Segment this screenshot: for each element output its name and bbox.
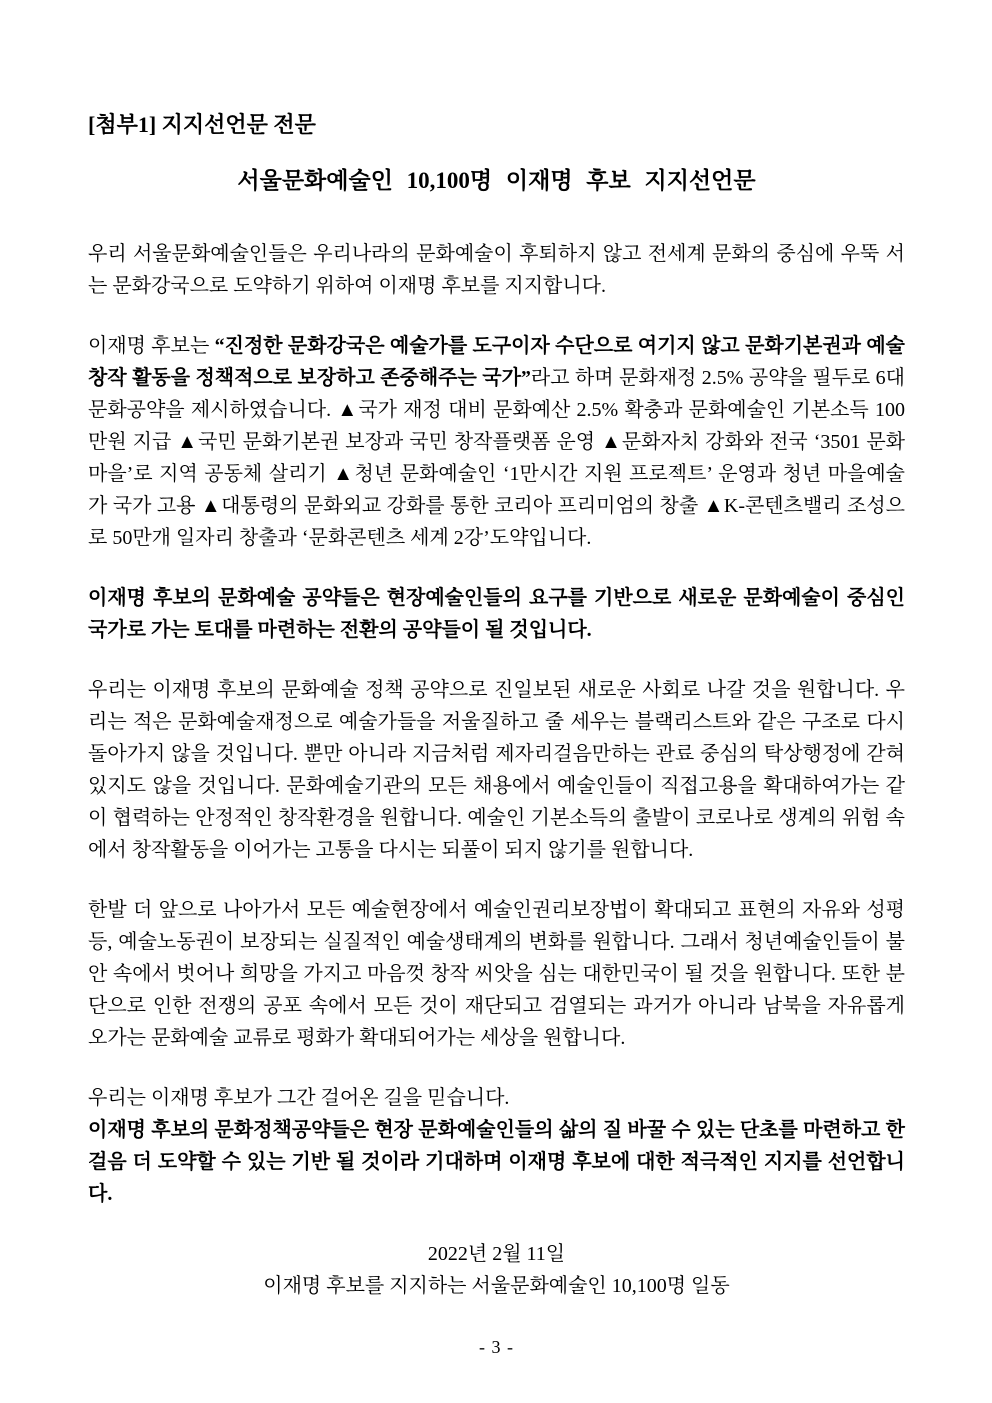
document-footer xyxy=(88,1238,905,1360)
paragraph-pledges-rest: 라고 하며 문화재정 2.5% 공약을 필두로 6대 문화공약을 제시하였습니다. ▲국가 재정 대비 문화예산 2.5% 확충과 문화예술인 기본소득 100만원 지급 ▲국민 문화기본권 보장과 국민 창작플랫폼 운영 ▲문화자치 강화와 전국 ‘3501 문화마을’로 지역 공동체 살리기 ▲청년 문화예술인 ‘1만시간 지원 프로젝트’ 운영과 청년 마을예술가 국가 고용 ▲대통령의 문화외교 강화를 통한 코리아 프리미엄의 창출 ▲K-콘텐츠밸리 조성으로 50만개 일자리 창출과 ‘문화콘텐츠 세계 2강’도약입니다. xyxy=(88,367,905,549)
paragraph-trust xyxy=(88,1082,905,1114)
paragraph-hopes-text: 우리는 이재명 후보의 문화예술 정책 공약으로 진일보된 새로운 사회로 나갈 것을 원합니다. 우리는 적은 문화예술재정으로 예술가들을 저울질하고 줄 세우는 블랙리스트와 같은 구조로 다시 돌아가지 않을 것입니다. 뿐만 아니라 지금처럼 제자리걸음만하는 관료 중심의 탁상행정에 갇혀 있지도 않을 것입니다. 문화예술기관의 모든 채용에서 예술인들이 직접고용을 확대하여가는 같이 협력하는 안정적인 창작환경을 원합니다. 예술인 기본소득의 출발이 코로나로 생계의 위험 속에서 창작활동을 이어가는 고통을 다시는 되풀이 되지 않기를 원합니다. xyxy=(88,679,905,861)
paragraph-emphasis-text: 이재명 후보의 문화예술 공약들은 현장예술인들의 요구를 기반으로 새로운 문화예술이 중심인 국가로 가는 토대를 마련하는 전환의 공약들이 될 것입니다. xyxy=(88,587,905,641)
paragraph-intro-text: 우리 서울문화예술인들은 우리나라의 문화예술이 후퇴하지 않고 전세계 문화의 중심에 우뚝 서는 문화강국으로 도약하기 위하여 이재명 후보를 지지합니다. xyxy=(88,243,905,297)
paragraph-vision-text: 한발 더 앞으로 나아가서 모든 예술현장에서 예술인권리보장법이 확대되고 표현의 자유와 성평등, 예술노동권이 보장되는 실질적인 예술생태계의 변화를 원합니다. 그래서 청년예술인들이 불안 속에서 벗어나 희망을 가지고 마음껏 창작 씨앗을 심는 대한민국이 될 것을 원합니다. 또한 분단으로 인한 전쟁의 공포 속에서 모든 것이 재단되고 검열되는 과거가 아니라 남북을 자유롭게 오가는 문화예술 교류로 평화가 확대되어가는 세상을 원합니다. xyxy=(88,899,905,1049)
page-number: - 3 - xyxy=(479,1337,514,1357)
paragraph-pledges-lead: 이재명 후보는 xyxy=(88,335,215,357)
signature-line: 이재명 후보를 지지하는 서울문화예술인 10,100명 일동 xyxy=(263,1275,730,1297)
document-title: 서울문화예술인 10,100명 이재명 후보 지지선언문 xyxy=(237,168,756,193)
paragraph-trust-text: 우리는 이재명 후보가 그간 걸어온 길을 믿습니다. xyxy=(88,1087,510,1109)
paragraph-emphasis xyxy=(88,582,905,646)
paragraph-pledges xyxy=(88,330,905,554)
document-header xyxy=(88,110,905,198)
paragraph-declaration xyxy=(88,1114,905,1210)
attachment-label: [첨부1] 지지선언문 전문 xyxy=(88,112,316,137)
paragraph-hopes xyxy=(88,674,905,866)
document-body xyxy=(88,238,905,1210)
paragraph-declaration-text: 이재명 후보의 문화정책공약들은 현장 문화예술인들의 삶의 질 바꿀 수 있는 단초를 마련하고 한 걸음 더 도약할 수 있는 기반 될 것이라 기대하며 이재명 후보에 대한 적극적인 지지를 선언합니다. xyxy=(88,1119,905,1205)
paragraph-vision xyxy=(88,894,905,1054)
date-line: 2022년 2월 11일 xyxy=(427,1243,566,1265)
paragraph-intro xyxy=(88,238,905,302)
paragraph-pledges-quote: “진정한 문화강국은 예술가를 도구이자 수단으로 여기지 않고 문화기본권과 예술 창작 활동을 정책적으로 보장하고 존중해주는 국가” xyxy=(88,335,905,389)
